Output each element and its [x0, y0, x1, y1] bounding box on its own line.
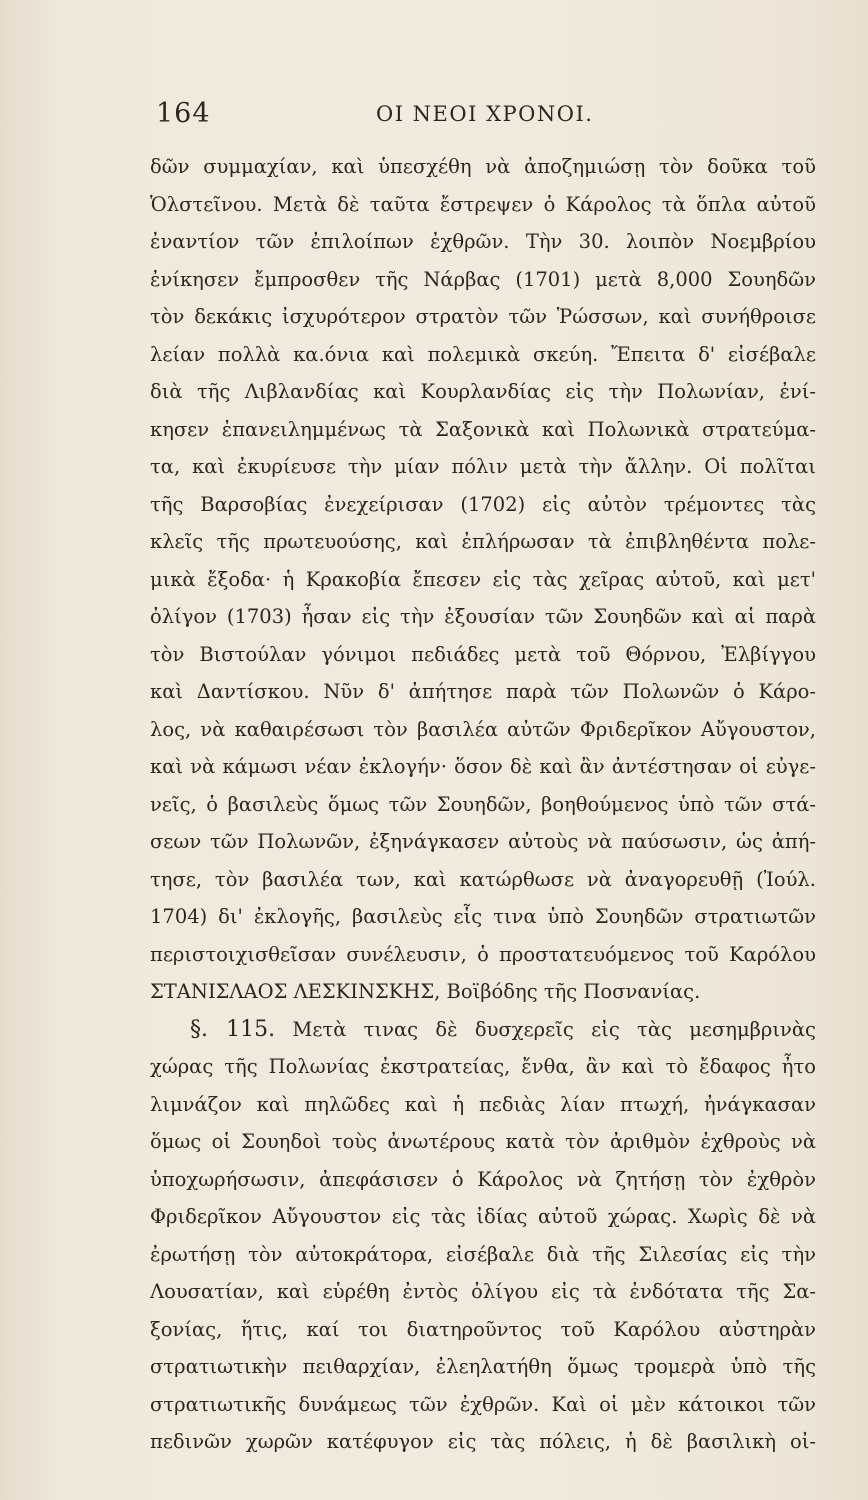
- text-line: κλεῖς τῆς πρωτευούσης, καὶ ἐπλήρωσαν τὰ ἐπιβληθέντα πολε-: [150, 530, 816, 553]
- text-line: Λουσατίαν, καὶ εὑρέθη ἐντὸς ὀλίγου εἰς τὰ ἐνδότατα τῆς Σα-: [150, 1280, 816, 1303]
- text-line: 1704) δι' ἐκλογῆς, βασιλεὺς εἷς τινα ὑπὸ Σουηδῶν στρατιωτῶν: [150, 905, 816, 928]
- text-line: δῶν συμμαχίαν, καὶ ὑπεσχέθη νὰ ἀποζημιώσῃ τὸν δοῦκα τοῦ: [150, 155, 816, 178]
- text-line: ξονίας, ἥτις, καί τοι διατηροῦντος τοῦ Καρόλου αὐστηρὰν: [150, 1317, 816, 1341]
- text-line: σεων τῶν Πολωνῶν, ἐξηνάγκασεν αὐτοὺς νὰ παύσωσιν, ὡς ἀπή-: [150, 830, 816, 853]
- text-line: ἐναντίον τῶν ἐπιλοίπων ἐχθρῶν. Τὴν 30. λοιπὸν Νοεμβρίου: [150, 230, 816, 253]
- text-line: διὰ τῆς Λιβλανδίας καὶ Κουρλανδίας εἰς τὴν Πολωνίαν, ἐνί-: [150, 380, 816, 403]
- text-line: τησε, τὸν βασιλέα των, καὶ κατώρθωσε νὰ ἀναγορευθῇ (Ἰούλ.: [150, 867, 816, 891]
- text-line: κησεν ἐπανειλημμένως τὰ Σαξονικὰ καὶ Πολωνικὰ στρατεύμα-: [150, 417, 816, 441]
- body-text: [150, 148, 816, 1461]
- running-title: ΟΙ ΝΕΟΙ ΧΡΟΝΟΙ.: [376, 102, 594, 126]
- text-line: μικὰ ἔξοδα· ἡ Κρακοβία ἔπεσεν εἰς τὰς χεῖρας αὐτοῦ, καὶ μετ': [150, 567, 816, 591]
- text-line: λιμνάζον καὶ πηλῶδες καὶ ἡ πεδιὰς λίαν πτωχή, ἠνάγκασαν: [150, 1092, 816, 1116]
- text-line: Φριδερῖκον Αὔγουστον εἰς τὰς ἰδίας αὐτοῦ χώρας. Χωρὶς δὲ νὰ: [150, 1205, 816, 1228]
- text-line: καὶ Δαντίσκου. Νῦν δ' ἀπήτησε παρὰ τῶν Πολωνῶν ὁ Κάρο-: [150, 680, 816, 703]
- text-line: ἐρωτήσῃ τὸν αὐτοκράτορα, εἰσέβαλε διὰ τῆς Σιλεσίας εἰς τὴν: [150, 1242, 816, 1266]
- page-header: [156, 98, 816, 138]
- section-first-line: [150, 1011, 816, 1049]
- text-line: ὑποχωρήσωσιν, ἀπεφάσισεν ὁ Κάρολος νὰ ζητήσῃ τὸν ἐχθρὸν: [150, 1167, 816, 1191]
- text-line: λείαν πολλὰ κα.όνια καὶ πολεμικὰ σκεύη. Ἔπειτα δ' εἰσέβαλε: [150, 342, 816, 366]
- text-line: πεδινῶν χωρῶν κατέφυγον εἰς τὰς πόλεις, ἡ δὲ βασιλικὴ οἰ-: [150, 1430, 816, 1453]
- text-line: τὸν Βιστούλαν γόνιμοι πεδιάδες μετὰ τοῦ Θόρνου, Ἐλβίγγου: [150, 642, 816, 666]
- text-line: τὸν δεκάκις ἰσχυρότερον στρατὸν τῶν Ῥώσσων, καὶ συνήθροισε: [150, 305, 816, 328]
- text-line: τῆς Βαρσοβίας ἐνεχείρισαν (1702) εἰς αὐτὸν τρέμοντες τὰς: [150, 492, 816, 516]
- text-line: ἐνίκησεν ἔμπροσθεν τῆς Νάρβας (1701) μετὰ 8,000 Σουηδῶν: [150, 267, 816, 291]
- text-line: ὀλίγον (1703) ἦσαν εἰς τὴν ἐξουσίαν τῶν Σουηδῶν καὶ αἱ παρὰ: [150, 605, 816, 628]
- text-line: ΣΤΑΝΙΣΛΑΟΣ ΛΕΣΚΙΝΣΚΗΣ, Βοϊβόδης τῆς Ποσνανίας.: [150, 980, 701, 1003]
- section-mark: §. 115.: [190, 1016, 276, 1042]
- text-line: Ὁλστεῖνου. Μετὰ δὲ ταῦτα ἔστρεψεν ὁ Κάρολος τὰ ὅπλα αὐτοῦ: [150, 192, 816, 216]
- text-line: περιστοιχισθεῖσαν συνέλευσιν, ὁ προστατευόμενος τοῦ Καρόλου: [150, 942, 816, 966]
- text-line: νεῖς, ὁ βασιλεὺς ὅμως τῶν Σουηδῶν, βοηθούμενος ὑπὸ τῶν στά-: [150, 792, 816, 816]
- text-line: ὅμως οἱ Σουηδοὶ τοὺς ἀνωτέρους κατὰ τὸν ἀριθμὸν ἐχθροὺς νὰ: [150, 1130, 816, 1153]
- section-first-line-text: Μετὰ τινας δὲ δυσχερεῖς εἰς τὰς μεσημβρινὰς: [292, 1017, 816, 1041]
- text-line: στρατιωτικὴν πειθαρχίαν, ἐλεηλατήθη ὅμως τρομερὰ ὑπὸ τῆς: [150, 1355, 816, 1378]
- text-line: χώρας τῆς Πολωνίας ἐκστρατείας, ἔνθα, ἂν καὶ τὸ ἔδαφος ἦτο: [150, 1055, 816, 1078]
- text-line: καὶ νὰ κάμωσι νέαν ἐκλογήν· ὅσον δὲ καὶ ἂν ἀντέστησαν οἱ εὐγε-: [150, 755, 816, 778]
- text-line: στρατιωτικῆς δυνάμεως τῶν ἐχθρῶν. Καὶ οἱ μὲν κάτοικοι τῶν: [150, 1392, 816, 1416]
- text-line: λος, νὰ καθαιρέσωσι τὸν βασιλέα αὐτῶν Φριδερῖκον Αὔγουστον,: [150, 717, 816, 741]
- text-line: τα, καὶ ἐκυρίευσε τὴν μίαν πόλιν μετὰ τὴν ἄλλην. Οἱ πολῖται: [150, 455, 816, 478]
- page-number: 164: [156, 98, 211, 129]
